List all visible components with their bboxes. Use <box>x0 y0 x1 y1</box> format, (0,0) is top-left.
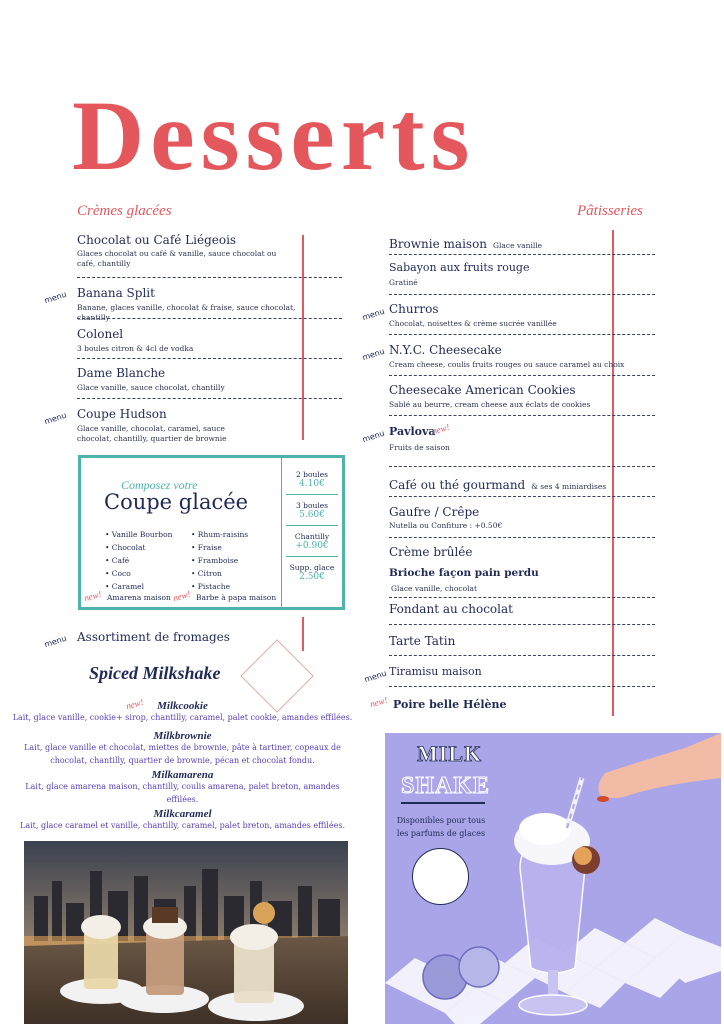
flavor-item: • Citron <box>191 569 222 578</box>
item-pavlova: Pavlova <box>389 425 436 438</box>
item-pavlova-desc: Fruits de saison <box>389 443 450 452</box>
item-dame-blanche: Dame Blanche <box>77 366 166 380</box>
item-fondant-chocolat: Fondant au chocolat <box>389 602 513 616</box>
item-gaufre-crepe: Gaufre / Crêpe <box>389 505 480 519</box>
price-label: Chantilly <box>294 532 330 541</box>
item-colonel: Colonel <box>77 327 124 341</box>
item-name: Café ou thé gourmand <box>389 478 526 492</box>
new-tag: new! <box>431 421 451 437</box>
new-tag: new! <box>83 588 103 604</box>
left-column-divider <box>302 235 304 440</box>
divider <box>389 375 655 376</box>
section-cremes-glacees: Crèmes glacées <box>77 203 172 219</box>
milkshake-name: Milkcaramel <box>153 807 212 820</box>
milkshake-desc: Lait, glace vanille, cookie+ sirop, chantilly, caramel, palet cookie, amandes effilées. <box>12 713 353 722</box>
item-nyc-cheesecake: N.Y.C. Cheesecake <box>389 343 502 357</box>
item-banana-split-desc: Banane, glaces vanille, chocolat & fraise, sauce chocolat, chantilly <box>77 303 296 323</box>
flavor-item: • Coco <box>105 569 131 578</box>
new-tag: new! <box>369 694 389 710</box>
price-label: Supp. glace <box>289 563 335 572</box>
flavor-item: • Rhum-raisins <box>191 530 249 539</box>
item-churros-desc: Chocolat, noisettes & crème sucrée vanillée <box>389 319 557 328</box>
price-value: 5.60€ <box>299 510 325 520</box>
item-brioche-desc: Glace vanille, chocolat <box>391 584 477 593</box>
price-value: 2.50€ <box>299 572 325 582</box>
city-photo-illustration <box>24 841 348 1024</box>
divider <box>389 655 655 656</box>
item-banana-split: Banana Split <box>77 286 155 300</box>
price-value: +0.90€ <box>295 541 329 551</box>
flavor-item: • Pistache <box>191 582 231 591</box>
divider <box>389 334 655 335</box>
flavors-col-2 <box>191 530 281 595</box>
price-separator <box>286 556 338 557</box>
milkshake-name: Milkcookie <box>157 700 208 712</box>
divider <box>77 398 342 399</box>
item-sabayon: Sabayon aux fruits rouge <box>389 261 530 274</box>
item-coupe-hudson-desc: Glace vanille, chocolat, caramel, sauce chocolat, chantilly, quartier de brownie <box>77 424 227 444</box>
new-tag: new! <box>125 696 145 712</box>
divider <box>389 597 655 598</box>
milkshake-list <box>10 700 355 832</box>
item-dame-blanche-desc: Glace vanille, sauce chocolat, chantilly <box>77 383 225 392</box>
flavors-col-1 <box>105 530 195 595</box>
price-list <box>282 470 342 582</box>
coupe-title: Coupe glacée <box>104 490 249 514</box>
menu-tag: menu <box>363 668 388 685</box>
flavor-item: • Vanille Bourbon <box>105 530 173 539</box>
promo-text <box>387 815 495 841</box>
item-assortiment-fromages: Assortiment de fromages <box>77 630 230 644</box>
price-separator <box>286 494 338 495</box>
item-brioche: Brioche façon pain perdu <box>389 567 539 579</box>
promo-shake-title: SHAKE <box>401 773 491 799</box>
flavor-item-barbe-a-papa: Barbe à papa maison <box>196 593 277 602</box>
item-cafe-gourmand <box>389 474 606 493</box>
coupe-glacee-box <box>78 455 345 610</box>
divider <box>389 294 655 295</box>
left-column-divider-lower <box>302 617 304 651</box>
item-cheesecake-american-desc: Sablé au beurre, cream cheese aux éclats de cookies <box>389 400 591 409</box>
milkshake-promo-panel <box>385 733 721 1024</box>
menu-tag: menu <box>361 428 386 445</box>
flavor-item: • Fraise <box>191 543 222 552</box>
item-coupe-hudson: Coupe Hudson <box>77 407 167 421</box>
item-creme-brulee: Crème brûlée <box>389 545 473 559</box>
divider <box>389 624 655 625</box>
item-gaufre-crepe-desc: Nutella ou Confiture : +0.50€ <box>389 521 503 530</box>
milkshake-desc: Lait, glace amarena maison, chantilly, coulis amarena, palet breton, amandes effilées. <box>25 782 340 804</box>
item-brownie-maison <box>389 233 542 252</box>
item-inline-desc: Glace vanille <box>493 241 543 250</box>
item-poire-belle-helene: Poire belle Hélène <box>393 698 507 711</box>
item-cheesecake-american: Cheesecake American Cookies <box>389 383 576 397</box>
price-value: 4.10€ <box>299 479 325 489</box>
flavor-item: • Chocolat <box>105 543 146 552</box>
divider <box>77 318 342 319</box>
item-churros: Churros <box>389 302 439 316</box>
right-column-divider <box>612 230 614 716</box>
milkshake-city-photo <box>24 841 348 1024</box>
price-label: 3 boules <box>296 501 328 510</box>
section-patisseries: Pâtisseries <box>577 203 643 219</box>
item-colonel-desc: 3 boules citron & 4cl de vodka <box>77 344 194 353</box>
divider <box>389 496 655 497</box>
flavor-item: • Café <box>105 556 130 565</box>
flavor-item: • Caramel <box>105 582 145 591</box>
menu-tag: menu <box>43 289 68 306</box>
price-label: 2 boules <box>296 470 328 479</box>
divider <box>389 466 655 467</box>
divider <box>389 537 655 538</box>
price-separator <box>286 525 338 526</box>
flavor-item: • Framboise <box>191 556 239 565</box>
promo-milk-title: MILK <box>417 741 483 766</box>
menu-tag: menu <box>361 346 386 363</box>
milkshake-name: Milkamarena <box>151 769 214 782</box>
item-tiramisu: Tiramisu maison <box>389 665 482 678</box>
milkshake-desc: Lait, glace vanille et chocolat, miettes de brownie, pâte à tartiner, copeaux de chocolat, chantilly, quartier de brownie, pécan et chocolat fondu. <box>24 743 341 765</box>
item-name: Brownie maison <box>389 237 488 251</box>
divider <box>77 277 342 278</box>
coupe-subtitle: Composez votre <box>121 478 198 492</box>
menu-tag: menu <box>43 633 68 650</box>
promo-underline <box>401 802 485 804</box>
milkshake-title: Spiced Milkshake <box>89 663 221 683</box>
item-tarte-tatin: Tarte Tatin <box>389 634 456 648</box>
milkshake-name: Milkbrownie <box>153 730 212 743</box>
divider <box>389 686 655 687</box>
promo-line-1: Disponibles pour tous <box>396 816 486 825</box>
menu-tag: menu <box>43 410 68 427</box>
divider <box>389 254 655 255</box>
promo-circle-badge <box>412 848 469 905</box>
divider <box>389 415 655 416</box>
milkshake-desc: Lait, glace caramel et vanille, chantilly, caramel, palet breton, amandes effilées. <box>20 820 345 830</box>
item-sabayon-desc: Gratiné <box>389 278 418 287</box>
flavor-item-amarena: Amarena maison <box>107 593 171 602</box>
item-nyc-cheesecake-desc: Cream cheese, coulis fruits rouges ou sauce caramel au choix <box>389 360 625 369</box>
page-title: Desserts <box>72 80 476 191</box>
menu-tag: menu <box>361 306 386 323</box>
divider <box>77 358 342 359</box>
promo-line-2: les parfums de glaces <box>396 828 486 838</box>
item-chocolat-liegeois: Chocolat ou Café Liégeois <box>77 233 237 247</box>
new-tag: new! <box>172 588 192 604</box>
item-chocolat-liegeois-desc: Glaces chocolat ou café & vanille, sauce chocolat ou café, chantilly <box>77 249 277 269</box>
item-inline-desc: & ses 4 miniardises <box>531 482 607 491</box>
